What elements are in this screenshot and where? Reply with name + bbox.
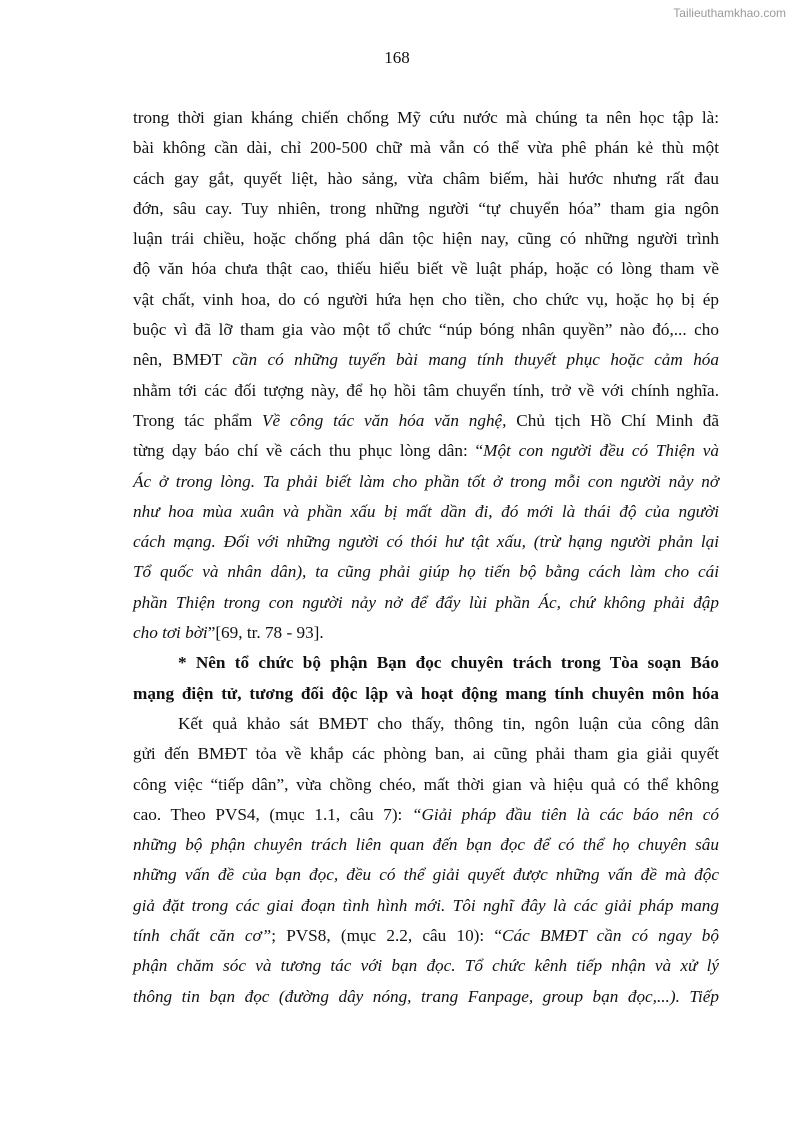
text-line [133, 436, 719, 466]
text-line: đớn, sâu cay. Tuy nhiên, trong những người “tự chuyển hóa” tham gia ngôn [133, 198, 719, 218]
citation: ”[69, tr. 78 - 93]. [207, 623, 324, 643]
text-run: Chủ tịch Hồ Chí Minh đã [506, 410, 719, 430]
text-line [133, 860, 719, 890]
italic-run: cần có những tuyến bài mang tính thuyết phục hoặc cảm hóa [232, 350, 719, 370]
italic-run: những vấn đề của bạn đọc, đều có thể giải quyết được những vấn đề mà độc [133, 865, 719, 885]
text-run: nên, BMĐT [133, 350, 233, 370]
italic-run: tính chất căn cơ” [133, 926, 272, 946]
watermark: Tailieuthamkhao.com [673, 6, 786, 20]
text-line [133, 800, 719, 830]
italic-run: như hoa mùa xuân và phần xấu bị mất dần đi, đó mới là thái độ của người [133, 501, 719, 521]
italic-run: Một con người đều có Thiện và [483, 441, 719, 461]
text-line [133, 497, 719, 527]
paragraph-2 [133, 709, 719, 1012]
page-number: 168 [384, 48, 410, 67]
text-line [133, 557, 719, 587]
heading-line: * Nên tổ chức bộ phận Bạn đọc chuyên trách trong Tòa soạn Báo [178, 653, 719, 673]
italic-run: giả đặt trong các giai đoạn tình hình mới. Tôi nghĩ đây là các giải pháp mang [133, 895, 719, 915]
text-run: ; PVS8, (mục 2.2, câu 10): “ [271, 926, 503, 946]
text-line [133, 345, 719, 375]
text-line [133, 891, 719, 921]
text-line: luận trái chiều, hoặc chống phá dân tộc hiện nay, cũng có những người trình [133, 229, 719, 249]
italic-run: những bộ phận chuyên trách liên quan đến bạn đọc để có thể họ chuyên sâu [133, 835, 719, 855]
italic-run: “Giải pháp đầu tiên là các báo nên có [411, 804, 719, 824]
text-line: độ văn hóa chưa thật cao, thiếu hiểu biết về luật pháp, hoặc có lòng tham về [133, 259, 719, 279]
text-run: Trong tác phẩm [133, 410, 263, 430]
text-line [133, 406, 719, 436]
italic-run: cách mạng. Đối với những người có thói hư tật xấu, (trừ hạng người phản lại [133, 532, 719, 552]
text-line: Kết quả khảo sát BMĐT cho thấy, thông tin, ngôn luận của công dân [178, 713, 719, 733]
text-line: trong thời gian kháng chiến chống Mỹ cứu nước mà chúng ta nên học tập là: [133, 108, 719, 127]
text-line: công việc “tiếp dân”, vừa chồng chéo, mất thời gian và hiệu quả có thể không [133, 774, 719, 794]
text-line [133, 921, 719, 951]
italic-run: Ác ở trong lòng. Ta phải biết làm cho phần tốt ở trong mỗi con người nảy nở [133, 471, 719, 491]
text-line [133, 830, 719, 860]
text-line [133, 527, 719, 557]
italic-run: Các BMĐT cần có ngay bộ [502, 926, 719, 946]
text-line [133, 467, 719, 497]
paragraph-1 [133, 103, 719, 648]
text-line [133, 982, 719, 1012]
text-line: gửi đến BMĐT tỏa về khắp các phòng ban, ai cũng phải tham gia giải quyết [133, 744, 719, 764]
text-line [133, 618, 719, 648]
text-run: cao. Theo PVS4, (mục 1.1, câu 7): [133, 804, 412, 824]
text-line: cách gay gắt, quyết liệt, hào sảng, vừa châm biếm, hài hước nhưng rất đau [133, 168, 719, 188]
text-run: từng dạy báo chí về cách thu phục lòng dân: “ [133, 441, 484, 461]
text-line: nhằm tới các đối tượng này, để họ hồi tâm chuyển tính, trở về với chính nghĩa. [133, 380, 719, 400]
text-line: bài không cần dài, chỉ 200-500 chữ mà vẫn có thể vừa phê phán kẻ thù một [133, 138, 719, 158]
text-line: buộc vì đã lỡ tham gia vào một tổ chức “núp bóng nhân quyền” nào đó,... cho [133, 320, 719, 340]
heading-line: mạng điện tử, tương đối độc lập và hoạt động mang tính chuyên môn hóa [133, 683, 719, 703]
italic-run: phận chăm sóc và tương tác với bạn đọc. Tổ chức kênh tiếp nhận và xử lý [133, 956, 719, 976]
document-body [133, 103, 719, 1012]
italic-run: phần Thiện trong con người nảy nở để đẩy lùi phần Ác, chứ không phải đập [133, 592, 719, 612]
text-line [133, 951, 719, 981]
italic-run: cho tơi bời [133, 623, 208, 643]
text-line: vật chất, vinh hoa, do có người hứa hẹn cho tiền, cho chức vụ, hoặc họ bị ép [133, 289, 719, 309]
text-line [133, 588, 719, 618]
italic-run: Tổ quốc và nhân dân), ta cũng phải giúp họ tiến bộ bằng cách làm cho cái [133, 562, 719, 582]
italic-run: thông tin bạn đọc (đường dây nóng, trang Fanpage, group bạn đọc,...). Tiếp [133, 986, 719, 1006]
section-heading [133, 648, 719, 709]
italic-run: Về công tác văn hóa văn nghệ, [262, 410, 507, 430]
